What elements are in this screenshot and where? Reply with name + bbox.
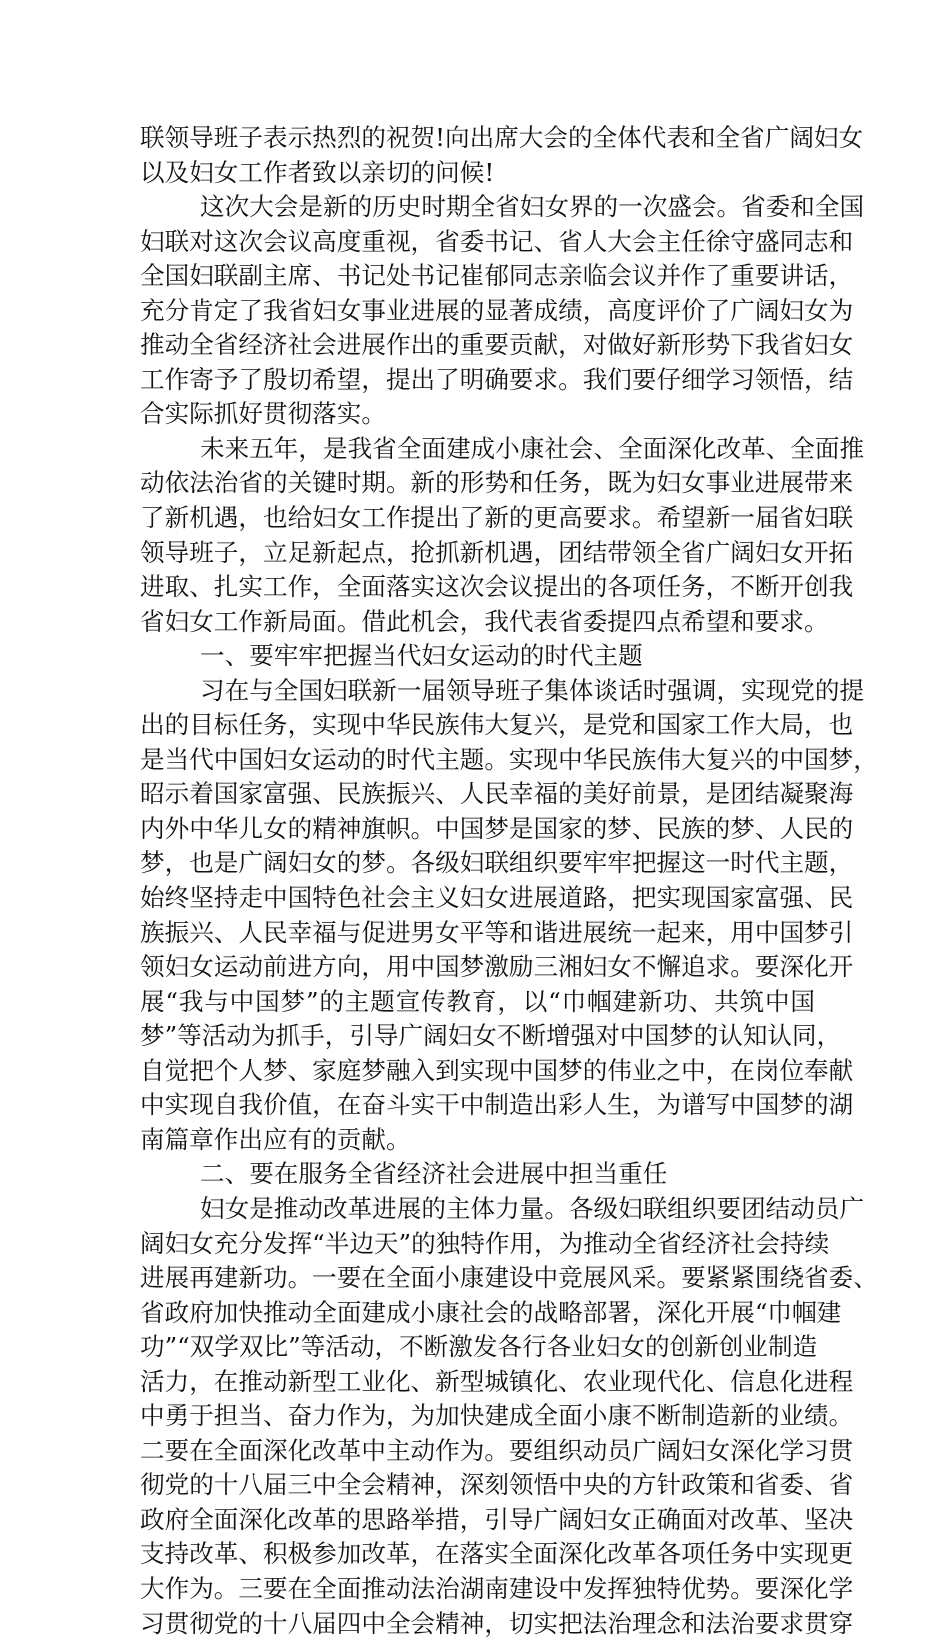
text-line: 这次大会是新的历史时期全省妇女界的一次盛会。省委和全国 — [200, 192, 865, 222]
text-line: 妇联对这次会议高度重视，省委书记、省人大会主任徐守盛同志和 — [140, 226, 854, 256]
heading-line: 一、要牢牢把握当代妇女运动的时代主题 — [200, 641, 643, 671]
heading-line: 二、要在服务全省经济社会进展中担当重任 — [200, 1159, 668, 1189]
text-line: 联领导班子表示热烈的祝贺!向出席大会的全体代表和全省广阔妇女 — [140, 123, 864, 152]
text-line: 进取、扎实工作，全面落实这次会议提出的各项任务，不断开创我 — [140, 572, 854, 602]
text-line: 出的目标任务，实现中华民族伟大复兴，是党和国家工作大局，也 — [140, 710, 854, 740]
text-line: 功”“双学双比”等活动，不断激发各行各业妇女的创新创业制造 — [140, 1332, 818, 1362]
text-line: 推动全省经济社会进展作出的重要贡献，对做好新形势下我省妇女 — [140, 330, 854, 360]
text-line: 合实际抓好贯彻落实。 — [140, 399, 386, 429]
text-line: 了新机遇，也给妇女工作提出了新的更高要求。希望新一届省妇联 — [140, 503, 854, 533]
text-line: 未来五年，是我省全面建成小康社会、全面深化改革、全面推 — [200, 433, 865, 463]
text-line: 阔妇女充分发挥“半边天”的独特作用，为推动全省经济社会持续 — [140, 1228, 830, 1258]
text-line: 全国妇联副主席、书记处书记崔郁同志亲临会议并作了重要讲话， — [140, 261, 854, 291]
text-line: 妇女是推动改革进展的主体力量。各级妇联组织要团结动员广 — [200, 1193, 865, 1223]
text-line: 领妇女运动前进方向，用中国梦激励三湘妇女不懈追求。要深化开 — [140, 952, 854, 982]
text-line: 习在与全国妇联新一届领导班子集体谈话时强调，实现党的提 — [200, 675, 865, 705]
text-line: 动依法治省的关键时期。新的形势和任务，既为妇女事业进展带来 — [140, 468, 854, 498]
text-line: 充分肯定了我省妇女事业进展的显著成绩，高度评价了广阔妇女为 — [140, 295, 854, 325]
paragraph — [140, 674, 878, 1158]
text-line: 二要在全面深化改革中主动作为。要组织动员广阔妇女深化学习贯 — [140, 1435, 854, 1465]
text-line: 工作寄予了殷切希望，提出了明确要求。我们要仔细学习领悟，结 — [140, 364, 854, 394]
text-line: 南篇章作出应有的贡献。 — [140, 1124, 411, 1154]
text-line: 是当代中国妇女运动的时代主题。实现中华民族伟大复兴的中国梦， — [140, 744, 878, 774]
text-line: 省妇女工作新局面。借此机会，我代表省委提四点希望和要求。 — [140, 606, 829, 636]
section-heading — [140, 639, 815, 674]
text-line: 内外中华儿女的精神旗帜。中国梦是国家的梦、民族的梦、人民的 — [140, 813, 854, 843]
paragraph — [140, 121, 864, 190]
text-line: 展“我与中国梦”的主题宣传教育，以“巾帼建新功、共筑中国 — [140, 986, 815, 1016]
text-line: 族振兴、人民幸福与促进男女平等和谐进展统一起来，用中国梦引 — [140, 917, 854, 947]
text-line: 中实现自我价值，在奋斗实干中制造出彩人生，为谱写中国梦的湖 — [140, 1090, 854, 1120]
text-line: 梦，也是广阔妇女的梦。各级妇联组织要牢牢把握这一时代主题， — [140, 848, 854, 878]
text-line: 政府全面深化改革的思路举措，引导广阔妇女正确面对改革、坚决 — [140, 1504, 854, 1534]
paragraph — [140, 1192, 878, 1641]
paragraph — [140, 432, 865, 639]
text-line: 梦”等活动为抓手，引导广阔妇女不断增强对中国梦的认知认同， — [140, 1021, 842, 1051]
text-line: 大作为。三要在全面推动法治湖南建设中发挥独特优势。要深化学 — [140, 1573, 854, 1603]
text-line: 进展再建新功。一要在全面小康建设中竞展风采。要紧紧围绕省委、 — [140, 1263, 878, 1293]
document-body — [140, 121, 878, 1641]
section-heading — [140, 1157, 815, 1192]
text-line: 中勇于担当、奋力作为，为加快建成全面小康不断制造新的业绩。 — [140, 1401, 854, 1431]
text-line: 始终坚持走中国特色社会主义妇女进展道路，把实现国家富强、民 — [140, 883, 854, 913]
text-line: 活力，在推动新型工业化、新型城镇化、农业现代化、信息化进程 — [140, 1366, 854, 1396]
text-line: 以及妇女工作者致以亲切的问候! — [140, 157, 495, 187]
text-line: 省政府加快推动全面建成小康社会的战略部署，深化开展“巾帼建 — [140, 1297, 842, 1327]
text-line: 习贯彻党的十八届四中全会精神，切实把法治理念和法治要求贯穿 — [140, 1608, 854, 1638]
document-page — [140, 0, 878, 1638]
text-line: 昭示着国家富强、民族振兴、人民幸福的美好前景，是团结凝聚海 — [140, 779, 854, 809]
text-line: 彻党的十八届三中全会精神，深刻领悟中央的方针政策和省委、省 — [140, 1470, 854, 1500]
text-line: 支持改革、积极参加改革，在落实全面深化改革各项任务中实现更 — [140, 1539, 854, 1569]
paragraph — [140, 190, 865, 432]
text-line: 领导班子，立足新起点，抢抓新机遇，团结带领全省广阔妇女开拓 — [140, 537, 854, 567]
text-line: 自觉把个人梦、家庭梦融入到实现中国梦的伟业之中，在岗位奉献 — [140, 1055, 854, 1085]
